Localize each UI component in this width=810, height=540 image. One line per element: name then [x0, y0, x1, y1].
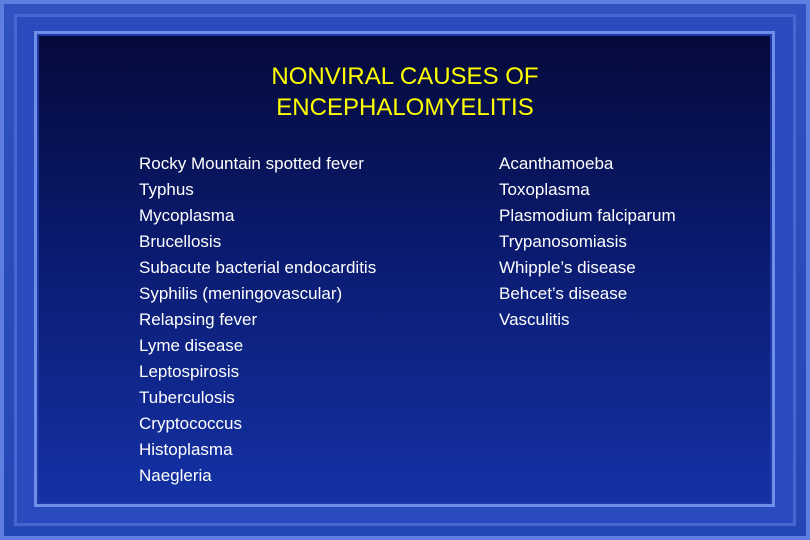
list-item: Subacute bacterial endocarditis [139, 258, 377, 277]
slide-title-line-2: ENCEPHALOMYELITIS [276, 94, 534, 121]
slide-title-line-1: NONVIRAL CAUSES OF [271, 63, 539, 90]
list-item: Whipple’s disease [499, 258, 636, 277]
list-item: Acanthamoeba [499, 154, 614, 173]
list-item: Vasculitis [499, 310, 570, 329]
list-item: Lyme disease [139, 336, 244, 355]
list-item: Brucellosis [139, 232, 222, 251]
list-item: Leptospirosis [139, 362, 240, 381]
left-cause-list [139, 151, 376, 489]
list-item: Trypanosomiasis [499, 232, 627, 251]
list-item: Naegleria [139, 466, 212, 485]
list-item: Tuberculosis [139, 388, 235, 407]
list-item: Histoplasma [139, 440, 233, 459]
list-item: Typhus [139, 180, 194, 199]
list-item: Toxoplasma [499, 180, 590, 199]
right-cause-list [499, 151, 676, 333]
list-item: Behcet’s disease [499, 284, 628, 303]
list-item: Syphilis (meningovascular) [139, 284, 343, 303]
slide-title [0, 61, 810, 123]
list-item: Mycoplasma [139, 206, 235, 225]
list-item: Plasmodium falciparum [499, 206, 676, 225]
list-item: Relapsing fever [139, 310, 258, 329]
list-item: Cryptococcus [139, 414, 242, 433]
list-item: Rocky Mountain spotted fever [139, 154, 364, 173]
